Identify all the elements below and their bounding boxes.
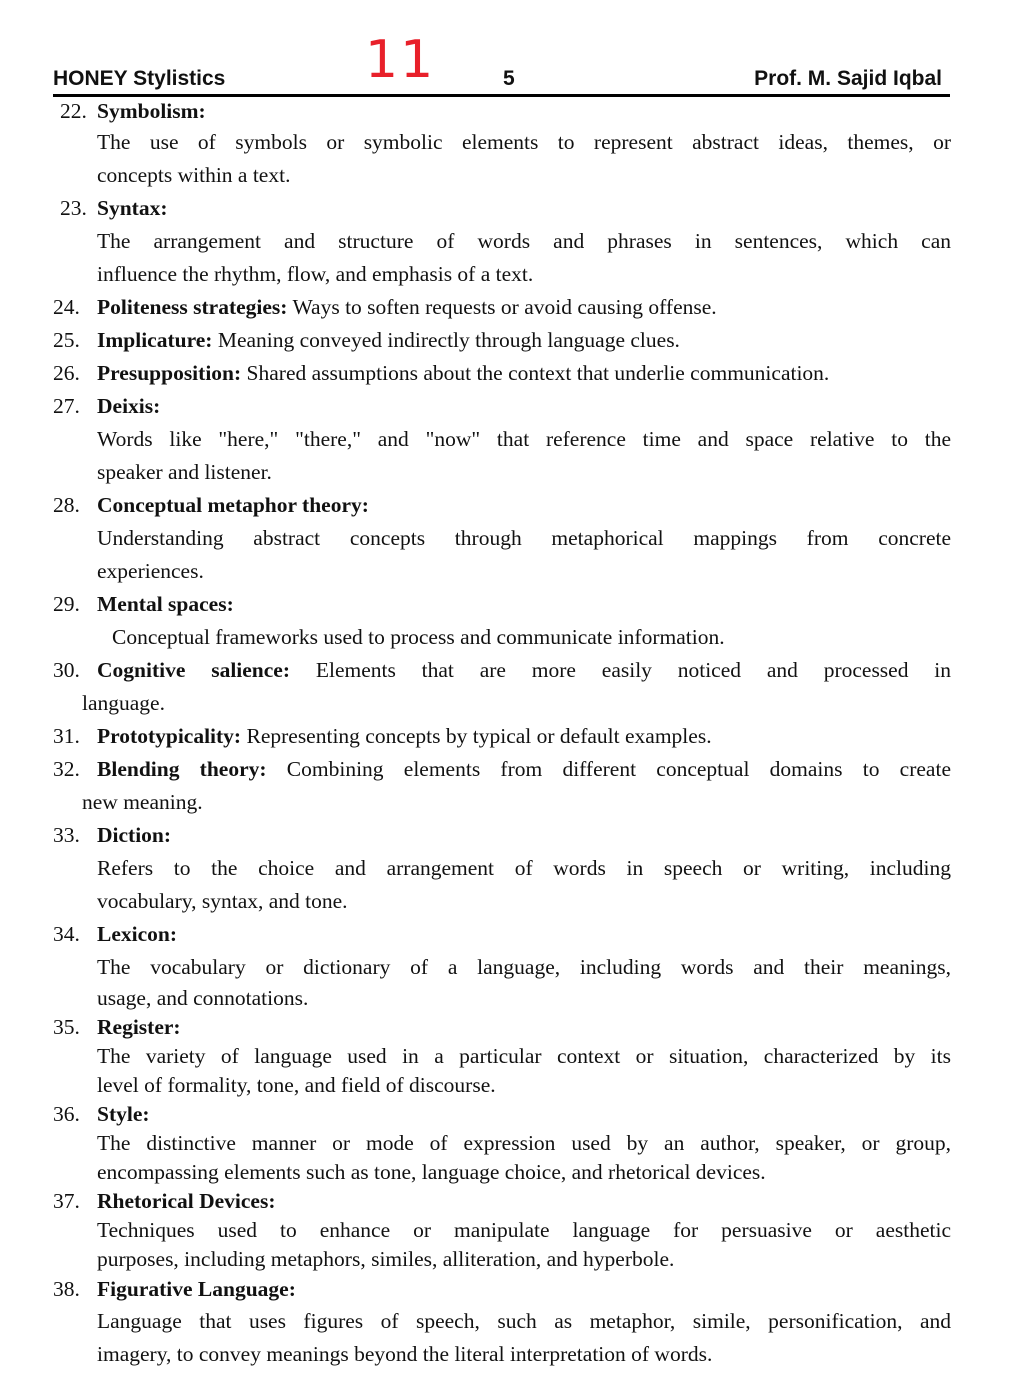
entry-definition-line: Conceptual frameworks used to process and communicate information. — [112, 625, 725, 649]
entry-definition-line: The variety of language used in a particular context or situation, characterized by its — [97, 1044, 951, 1068]
glossary-entry-symbolism — [53, 96, 951, 192]
entry-number: 31. — [53, 724, 80, 748]
entry-number: 23. — [60, 196, 87, 220]
entry-definition-line: concepts within a text. — [97, 163, 291, 187]
glossary-entry-register — [53, 1013, 951, 1100]
glossary-entry-style — [53, 1100, 951, 1187]
glossary-entry-presupposition — [53, 357, 951, 390]
entry-definition-line: Words like "here," "there," and "now" that reference time and space relative to the — [97, 427, 951, 451]
entry-term: Figurative Language: — [97, 1277, 296, 1301]
entry-definition-line: Refers to the choice and arrangement of words in speech or writing, including — [97, 856, 951, 880]
entry-term: Syntax: — [97, 196, 168, 220]
handwritten-page-annotation: 11 — [365, 30, 436, 90]
glossary-entry-blending-theory — [53, 753, 951, 819]
glossary-entry-prototypicality — [53, 720, 951, 753]
glossary-entry-cognitive-salience — [53, 654, 951, 720]
entry-definition-line: vocabulary, syntax, and tone. — [97, 889, 348, 913]
entry-term: Deixis: — [97, 394, 161, 418]
entry-definition: Ways to soften requests or avoid causing offense. — [292, 295, 717, 319]
entry-definition-line: Techniques used to enhance or manipulate language for persuasive or aesthetic — [97, 1218, 951, 1242]
author-name: Prof. M. Sajid Iqbal — [754, 67, 942, 90]
glossary-entry-figurative-language — [53, 1274, 951, 1371]
entry-definition-line: level of formality, tone, and field of discourse. — [97, 1073, 496, 1097]
entry-definition-line: encompassing elements such as tone, language choice, and rhetorical devices. — [97, 1160, 766, 1184]
entry-definition-line: Language that uses figures of speech, such as metaphor, simile, personification, and — [97, 1309, 951, 1333]
entry-definition: Representing concepts by typical or default examples. — [246, 724, 712, 748]
entry-definition: Shared assumptions about the context that underlie communication. — [246, 361, 830, 385]
entry-number: 32. — [53, 757, 80, 781]
entry-number: 24. — [53, 295, 80, 319]
entry-number: 29. — [53, 592, 80, 616]
entry-term: Lexicon: — [97, 922, 178, 946]
entry-term: Presupposition: — [97, 361, 242, 385]
entry-term: Register: — [97, 1015, 181, 1039]
glossary-entry-rhetorical-devices — [53, 1187, 951, 1274]
entry-definition-line: influence the rhythm, flow, and emphasis of a text. — [97, 262, 534, 286]
glossary-entry-lexicon — [53, 918, 951, 1013]
glossary-entry-conceptual-metaphor-theory — [53, 489, 951, 588]
entry-term: Diction: — [97, 823, 172, 847]
entry-definition-line: The use of symbols or symbolic elements to represent abstract ideas, themes, or — [97, 130, 951, 154]
entry-number: 25. — [53, 328, 80, 352]
entry-definition-line: language. — [82, 691, 165, 715]
entry-definition-line: experiences. — [97, 559, 204, 583]
glossary-entry-implicature — [53, 324, 951, 357]
entry-term: Implicature: — [97, 328, 213, 352]
entry-definition-line: purposes, including metaphors, similes, alliteration, and hyperbole. — [97, 1247, 675, 1271]
entry-number: 22. — [60, 99, 87, 123]
entry-number: 36. — [53, 1102, 80, 1126]
entry-definition-line: usage, and connotations. — [97, 986, 309, 1010]
entry-number: 33. — [53, 823, 80, 847]
entry-number: 34. — [53, 922, 80, 946]
entry-term: Blending theory: — [97, 757, 267, 781]
entry-number: 26. — [53, 361, 80, 385]
entry-term: Symbolism: — [97, 99, 206, 123]
entry-term: Rhetorical Devices: — [97, 1189, 276, 1213]
entry-number: 28. — [53, 493, 80, 517]
entry-definition-line: The distinctive manner or mode of expression used by an author, speaker, or group, — [97, 1131, 951, 1155]
entry-definition-line: Understanding abstract concepts through metaphorical mappings from concrete — [97, 526, 951, 550]
entry-term: Cognitive salience: — [97, 658, 291, 682]
glossary-entry-syntax — [53, 192, 951, 291]
glossary-entry-deixis — [53, 390, 951, 489]
entry-number: 38. — [53, 1277, 80, 1301]
entry-term: Politeness strategies: — [97, 295, 288, 319]
glossary-entry-politeness-strategies — [53, 291, 951, 324]
entry-definition-line: The arrangement and structure of words and phrases in sentences, which can — [97, 229, 951, 253]
glossary-list — [53, 96, 951, 1371]
entry-definition: Meaning conveyed indirectly through language clues. — [217, 328, 680, 352]
entry-term: Style: — [97, 1102, 150, 1126]
page-number: 5 — [503, 67, 515, 90]
entry-definition-line: new meaning. — [82, 790, 203, 814]
entry-number: 27. — [53, 394, 80, 418]
glossary-entry-diction — [53, 819, 951, 918]
entry-number: 37. — [53, 1189, 80, 1213]
page-header — [53, 30, 950, 97]
entry-definition: Elements that are more easily noticed and processed in — [315, 658, 952, 682]
entry-definition-line: imagery, to convey meanings beyond the literal interpretation of words. — [97, 1342, 713, 1366]
entry-definition-line: speaker and listener. — [97, 460, 272, 484]
book-title: HONEY Stylistics — [53, 67, 226, 90]
entry-definition: Combining elements from different conceptual domains to create — [286, 757, 951, 781]
entry-definition-line: The vocabulary or dictionary of a language, including words and their meanings, — [97, 955, 951, 979]
entry-term: Mental spaces: — [97, 592, 234, 616]
entry-term: Conceptual metaphor theory: — [97, 493, 369, 517]
entry-number: 35. — [53, 1015, 80, 1039]
glossary-entry-mental-spaces — [53, 588, 951, 654]
entry-number: 30. — [53, 658, 80, 682]
entry-term: Prototypicality: — [97, 724, 242, 748]
